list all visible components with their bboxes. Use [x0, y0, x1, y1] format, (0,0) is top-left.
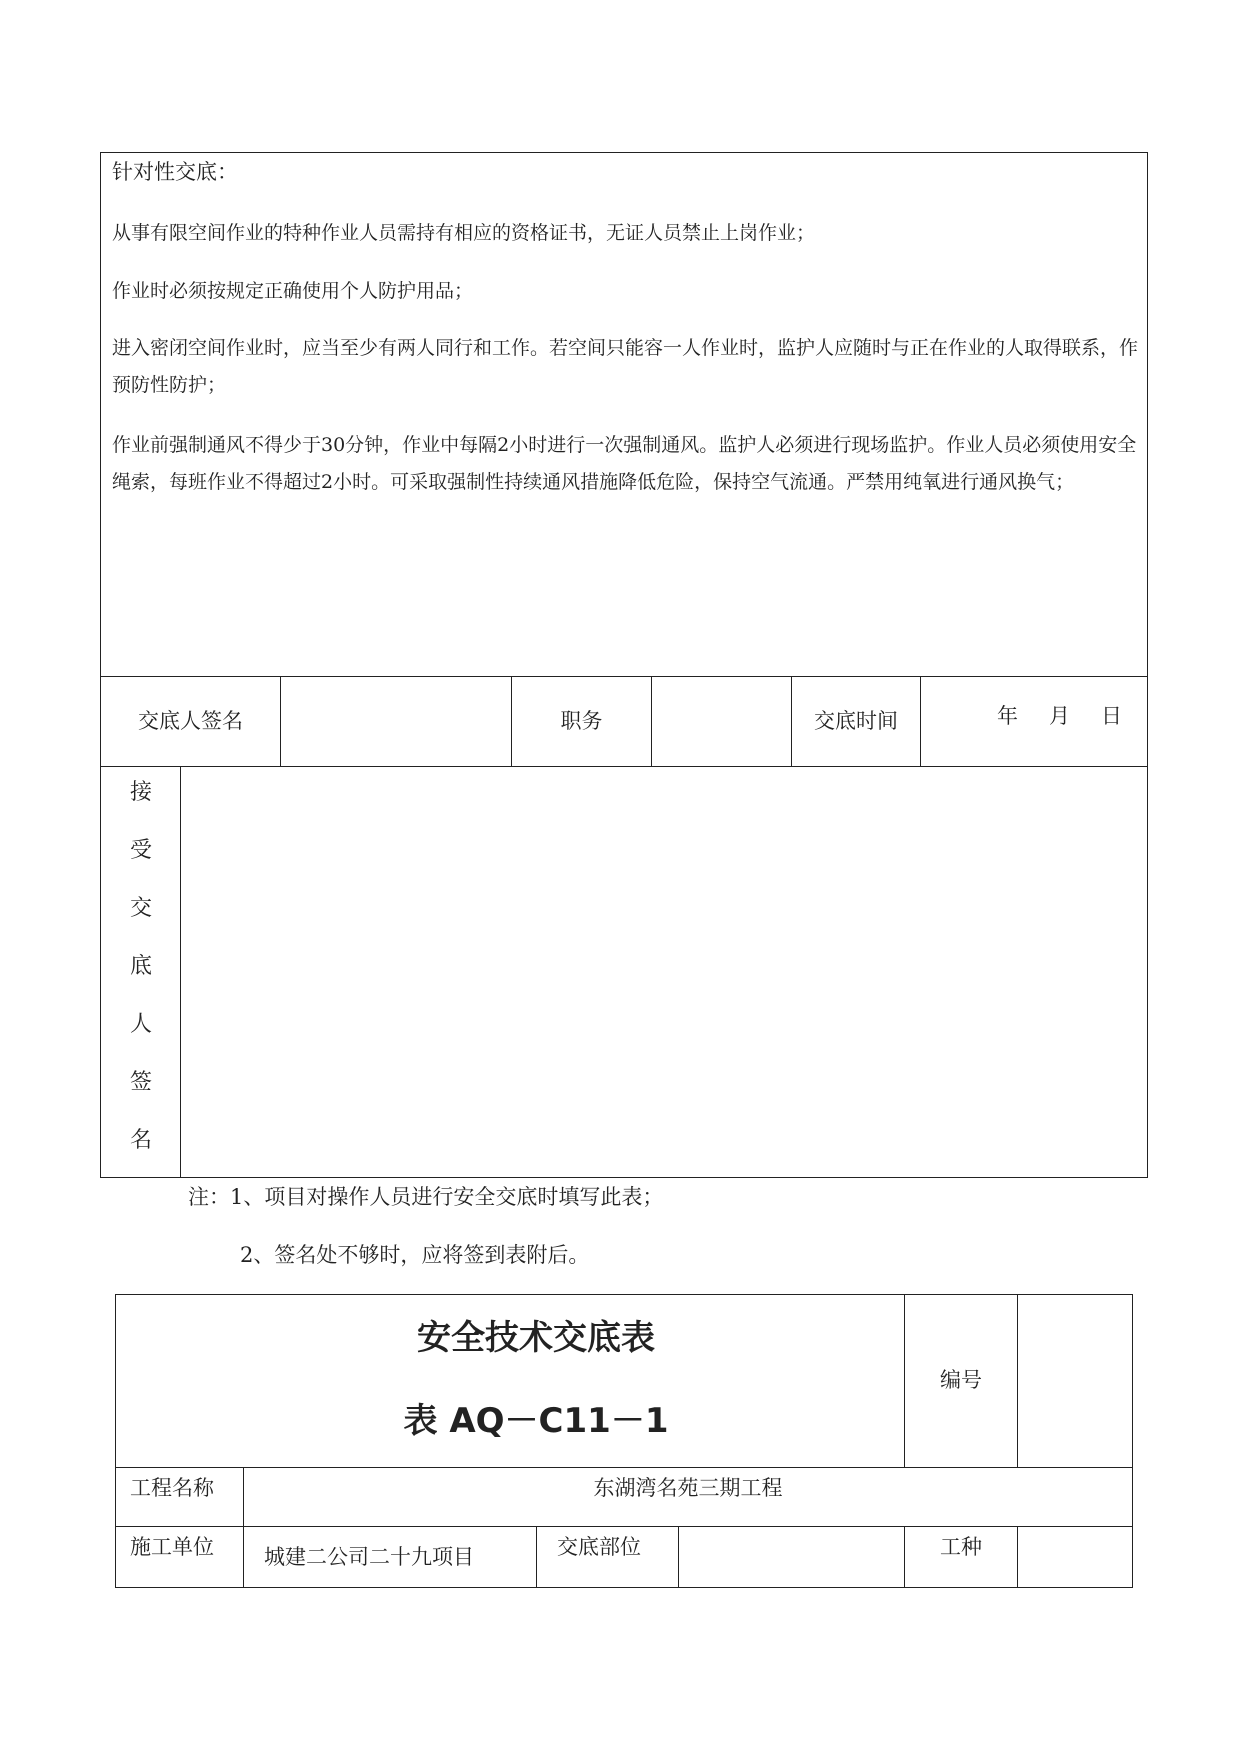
receiver-label-cell	[100, 766, 181, 1178]
part-field[interactable]	[678, 1526, 905, 1588]
receiver-char-7: 名	[129, 1128, 152, 1153]
trade-field[interactable]	[1017, 1526, 1133, 1588]
part-label: 交底部位	[536, 1526, 679, 1588]
note-line-2: 2、签名处不够时，应将签到表附后。	[240, 1243, 590, 1267]
receiver-char-4: 底	[129, 954, 152, 979]
date-day: 日	[1101, 704, 1122, 728]
receiver-char-1: 接	[129, 780, 152, 805]
number-label: 编号	[904, 1294, 1018, 1468]
time-field[interactable]	[920, 676, 1148, 767]
unit-field[interactable]: 城建二公司二十九项目	[243, 1526, 537, 1588]
paragraph-1: 从事有限空间作业的特种作业人员需持有相应的资格证书，无证人员禁止上岗作业；	[112, 222, 816, 244]
form-title-cell	[115, 1294, 905, 1468]
form-title: 安全技术交底表	[417, 1318, 655, 1358]
form-subtitle: 表 AQ－C11－1	[403, 1401, 669, 1441]
position-field[interactable]	[651, 676, 792, 767]
signer-field[interactable]	[280, 676, 512, 767]
section-heading: 针对性交底：	[112, 160, 238, 184]
position-label: 职务	[511, 676, 652, 767]
number-field[interactable]	[1017, 1294, 1133, 1468]
paragraph-4: 作业前强制通风不得少于30分钟，作业中每隔2小时进行一次强制通风。监护人必须进行现场监护。作业人员必须使用安全绳索，每班作业不得超过2小时。可采取强制性持续通风措施降低危险，保持空气流通。严禁用纯氧进行通风换气；	[112, 434, 1137, 493]
receiver-char-2: 受	[129, 838, 152, 863]
trade-label: 工种	[904, 1526, 1018, 1588]
receiver-char-3: 交	[129, 896, 152, 921]
project-label: 工程名称	[115, 1467, 244, 1527]
signer-label: 交底人签名	[100, 676, 281, 767]
unit-label: 施工单位	[115, 1526, 244, 1588]
receiver-char-6: 签	[129, 1070, 152, 1095]
project-field[interactable]: 东湖湾名苑三期工程	[243, 1467, 1133, 1527]
paragraph-3: 进入密闭空间作业时，应当至少有两人同行和工作。若空间只能容一人作业时，监护人应随时与正在作业的人取得联系，作预防性防护；	[112, 337, 1139, 396]
date-year: 年	[997, 704, 1018, 728]
paragraph-2: 作业时必须按规定正确使用个人防护用品；	[112, 280, 474, 302]
time-label: 交底时间	[791, 676, 921, 767]
note-line-1: 注：1、项目对操作人员进行安全交底时填写此表；	[188, 1185, 664, 1209]
receiver-char-5: 人	[129, 1012, 152, 1037]
receiver-signature-field[interactable]	[180, 766, 1148, 1178]
date-month: 月	[1049, 704, 1070, 728]
